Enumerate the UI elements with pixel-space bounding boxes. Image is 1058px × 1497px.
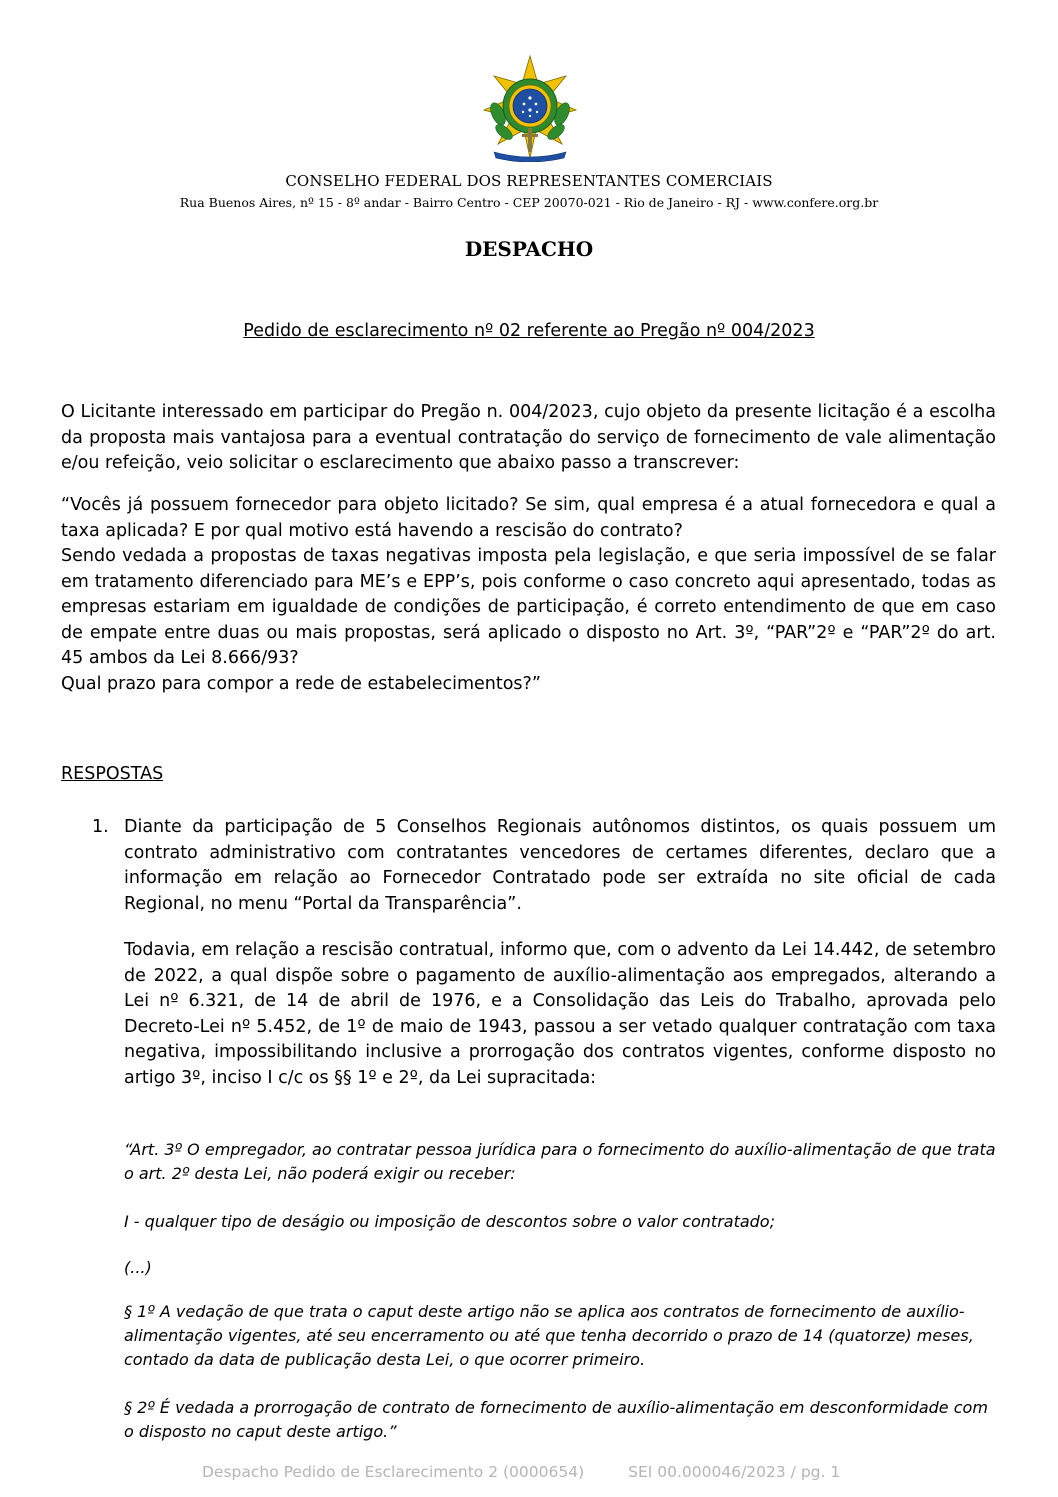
organization-name: CONSELHO FEDERAL DOS REPRESENTANTES COMERCIAIS — [285, 172, 773, 190]
intro-paragraph: O Licitante interessado em participar do Pregão n. 004/2023, cujo objeto da presente licitação é a escolha da proposta mais vantajosa para a eventual contratação do serviço de fornecimento de vale alimentação e/ou refeição, veio solicitar o esclarecimento que abaixo passo a transcrever: — [61, 402, 996, 473]
question-line: Qual prazo para compor a rede de estabelecimentos?” — [61, 673, 541, 694]
brazil-coat-of-arms-icon — [478, 54, 582, 162]
law-quote-inciso: I - qualquer tipo de deságio ou imposição de descontos sobre o valor contratado; — [124, 1212, 775, 1231]
law-quote-article: “Art. 3º O empregador, ao contratar pessoa jurídica para o fornecimento do auxílio-alimentação de que trata o art. 2º desta Lei, não poderá exigir ou receber: — [124, 1140, 996, 1183]
answer-text: Diante da participação de 5 Conselhos Regionais autônomos distintos, os quais possuem um contrato administrativo com contratantes vencedores de certames diferentes, declaro que a informação em relação ao Fornecedor Contratado pode ser extraída no site oficial de cada Regional, no menu “Portal da Transparência”. — [124, 817, 996, 914]
law-quote-ellipsis: (...) — [124, 1258, 152, 1277]
law-quote-paragraph-2: § 2º É vedada a prorrogação de contrato de fornecimento de auxílio-alimentação em desconformidade com o disposto no caput deste artigo.” — [124, 1398, 988, 1441]
question-line: “Vocês já possuem fornecedor para objeto licitado? Se sim, qual empresa é a atual fornecedora e qual a taxa aplicada? E por qual motivo está havendo a rescisão do contrato? — [61, 495, 996, 541]
document-title: DESPACHO — [464, 237, 594, 261]
question-line: Sendo vedada a propostas de taxas negativas imposta pela legislação, e que seria impossível de se falar em tratamento diferenciado para ME’s e EPP’s, pois conforme o caso concreto aqui apresentado, todas as empresas estariam em igualdade de condições de participação, é correto entendimento de que em caso de empate entre duas ou mais propostas, será aplicado o disposto no Art. 3º, “PAR”2º e “PAR”2º do art. 45 ambos da Lei 8.666/93? — [61, 546, 996, 668]
quoted-question — [61, 493, 996, 697]
answer-item — [92, 815, 996, 917]
answer-number: 1. — [92, 817, 109, 837]
answer-continuation: Todavia, em relação a rescisão contratual, informo que, com o advento da Lei 14.442, de setembro de 2022, a qual dispõe sobre o pagamento de auxílio-alimentação aos empregados, alterando a Lei nº 6.321, de 14 de abril de 1976, e a Consolidação das Leis do Trabalho, aprovada pelo Decreto-Lei nº 5.452, de 1º de maio de 1943, passou a ser vetado qualquer contratação com taxa negativa, impossibilitando inclusive a prorrogação dos contratos vigentes, conforme disposto no artigo 3º, inciso I c/c os §§ 1º e 2º, da Lei supracitada: — [124, 940, 996, 1088]
responses-heading: RESPOSTAS — [61, 764, 164, 784]
page-footer — [202, 1463, 840, 1481]
law-quote-paragraph-1: § 1º A vedação de que trata o caput deste artigo não se aplica aos contratos de fornecimento de auxílio-alimentação vigentes, até seu encerramento ou até que tenha decorrido o prazo de 14 (quatorze) meses, contado da data de publicação desta Lei, o que ocorrer primeiro. — [124, 1302, 974, 1369]
organization-address: Rua Buenos Aires, nº 15 - 8º andar - Bairro Centro - CEP 20070-021 - Rio de Janeiro - RJ - www.confere.org.br — [179, 195, 879, 210]
footer-doc-ref: Despacho Pedido de Esclarecimento 2 (0000654) — [202, 1463, 585, 1481]
document-subject: Pedido de esclarecimento nº 02 referente ao Pregão nº 004/2023 — [243, 321, 815, 341]
footer-sei-ref: SEI 00.000046/2023 / pg. 1 — [628, 1463, 841, 1481]
